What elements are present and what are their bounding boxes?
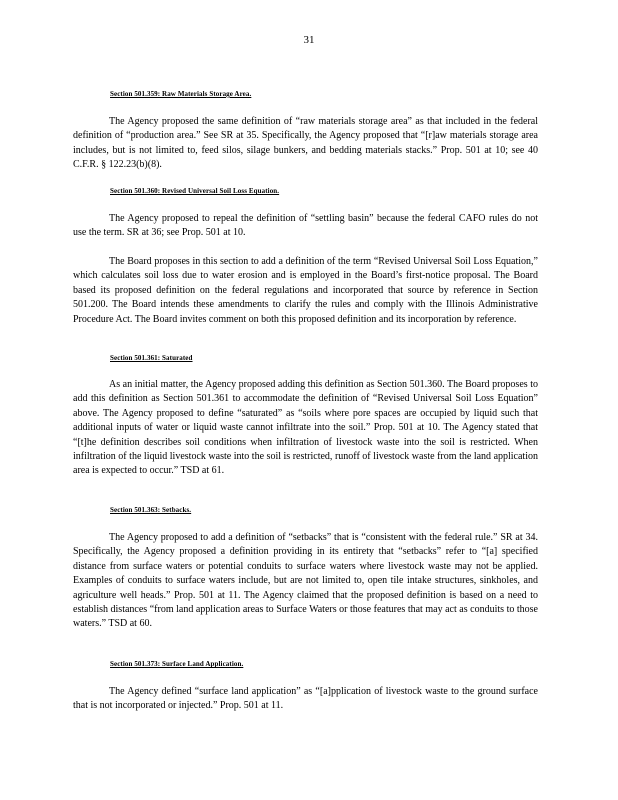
paragraph: The Agency defined “surface land application” as “[a]pplication of livestock waste to the ground surface that is not incorporated or injected.” Prop. 501 at 11. — [73, 686, 538, 712]
section-body-501-361 — [73, 378, 538, 479]
section-heading-501-359: Section 501.359: Raw Materials Storage Area. — [110, 90, 252, 98]
paragraph: The Agency proposed to add a definition of “setbacks” that is “consistent with the federal rule.” SR at 34. Specifically, the Agency proposed a definition providing in its entirety that “setbacks” refer to “[a] specified distance from surface waters or potential conduits to surface waters where livestock waste may not be applied. Examples of conduits to surface waters include, but are not limited to, open tile intake structures, sinkholes, and agriculture well heads.” Prop. 501 at 11. The Agency claimed that the proposed definition is based on a need to establish distances “from land application areas to Surface Waters or those features that may act as conduits to those waters.” TSD at 60. — [73, 532, 538, 630]
section-body-501-360-a — [73, 212, 538, 241]
paragraph: The Board proposes in this section to add a definition of the term “Revised Universal Soil Loss Equation,” which calculates soil loss due to water erosion and is employed in the Board’s first-notice proposal. The Board based its proposed definition on the federal regulations and incorporated that source by reference in Section 501.200. The Board intends these amendments to clarify the rules and comply with the Illinois Administrative Procedure Act. The Board invites comment on both this proposed definition and its incorporation by reference. — [73, 256, 538, 325]
section-heading-501-361: Section 501.361: Saturated — [110, 354, 193, 362]
paragraph: As an initial matter, the Agency proposed adding this definition as Section 501.360. The Board proposes to add this definition as Section 501.361 to accommodate the definition of “Revised Universal Soil Loss Equation” above. The Agency proposed to define “saturated” as “soils where pore spaces are occupied by liquid such that additional inputs of water or liquid waste cannot infiltrate into the soil.” Prop. 501 at 10. The Agency stated that “[t]he definition describes soil conditions when infiltration of livestock waste into the soil is restricted. When infiltration of the liquid livestock waste into the soil is restricted, runoff of livestock waste from the land application area is expected to occur.” TSD at 61. — [73, 379, 538, 477]
section-heading-501-363: Section 501.363: Setbacks. — [110, 506, 192, 514]
section-body-501-373 — [73, 685, 538, 714]
page-number: 31 — [303, 34, 315, 46]
section-heading-501-373: Section 501.373: Surface Land Application. — [110, 660, 244, 668]
section-body-501-363 — [73, 531, 538, 632]
section-body-501-360-b — [73, 255, 538, 327]
paragraph: The Agency proposed to repeal the definition of “settling basin” because the federal CAFO rules do not use the term. SR at 36; see Prop. 501 at 10. — [73, 213, 538, 239]
paragraph: The Agency proposed the same definition of “raw materials storage area” as that included in the federal definition of “production area.” See SR at 35. Specifically, the Agency proposed that “[r]aw materials storage area includes, but is not limited to, feed silos, silage bunkers, and bedding materials stacks.” Prop. 501 at 10; see 40 C.F.R. § 122.23(b)(8). — [73, 116, 538, 171]
section-body-501-359 — [73, 115, 538, 173]
section-heading-501-360: Section 501.360: Revised Universal Soil Loss Equation. — [110, 187, 280, 195]
